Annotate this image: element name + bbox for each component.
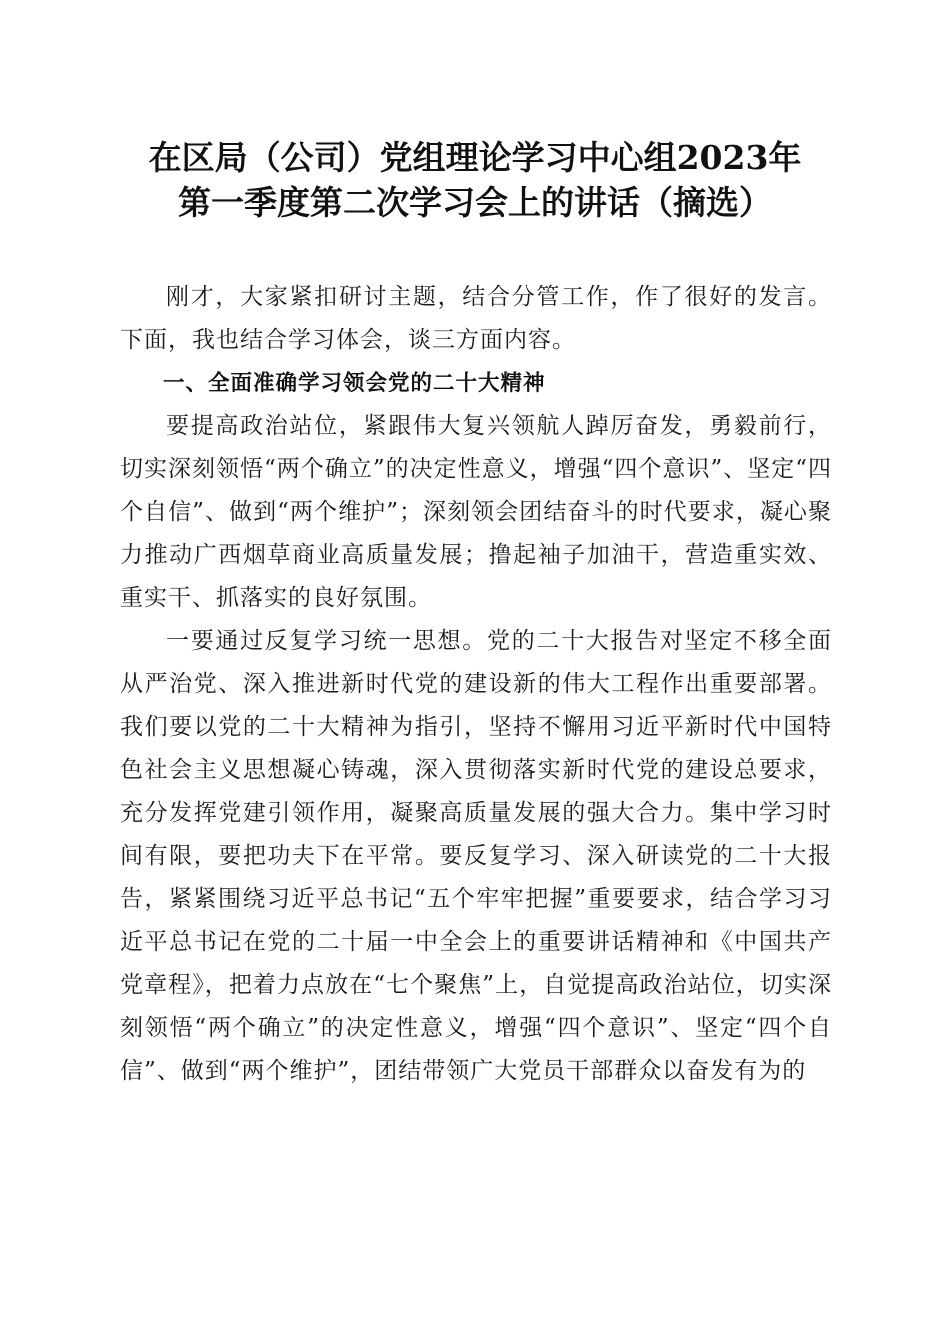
- intro-paragraph: 刚才，大家紧扣研讨主题，结合分管工作，作了很好的发言。下面，我也结合学习体会，谈三方面内容。: [120, 284, 832, 353]
- section-heading: 一、全面准确学习领会党的二十大精神: [163, 371, 546, 396]
- document-body: [120, 276, 832, 1093]
- body-paragraph: 要提高政治站位，紧跟伟大复兴领航人踔厉奋发，勇毅前行，切实深刻领悟“两个确立”的决定性意义，增强“四个意识”、坚定“四个自信”、做到“两个维护”；深刻领会团结奋斗的时代要求，凝心聚力推动广西烟草商业高质量发展；撸起袖子加油干，营造重实效、重实干、抓落实的良好氛围。: [120, 413, 832, 611]
- title-line-1: 在区局（公司）党组理论学习中心组2023年: [148, 138, 802, 177]
- body-paragraph: 一要通过反复学习统一思想。党的二十大报告对坚定不移全面从严治党、深入推进新时代党的建设新的伟大工程作出重要部署。我们要以党的二十大精神为指引，坚持不懈用习近平新时代中国特色社会主义思想凝心铸魂，深入贯彻落实新时代党的建设总要求，充分发挥党建引领作用，凝聚高质量发展的强大合力。集中学习时间有限，要把功夫下在平常。要反复学习、深入研读党的二十大报告，紧紧围绕习近平总书记“五个牢牢把握”重要要求，结合学习习近平总书记在党的二十届一中全会上的重要讲话精神和《中国共产党章程》，把着力点放在“七个聚焦”上，自觉提高政治站位，切实深刻领悟“两个确立”的决定性意义，增强“四个意识”、坚定“四个自信”、做到“两个维护”，团结带领广大党员干部群众以奋发有为的: [120, 628, 832, 1084]
- title-line-2: 第一季度第二次学习会上的讲话（摘选）: [178, 183, 772, 222]
- document-title: [100, 135, 850, 225]
